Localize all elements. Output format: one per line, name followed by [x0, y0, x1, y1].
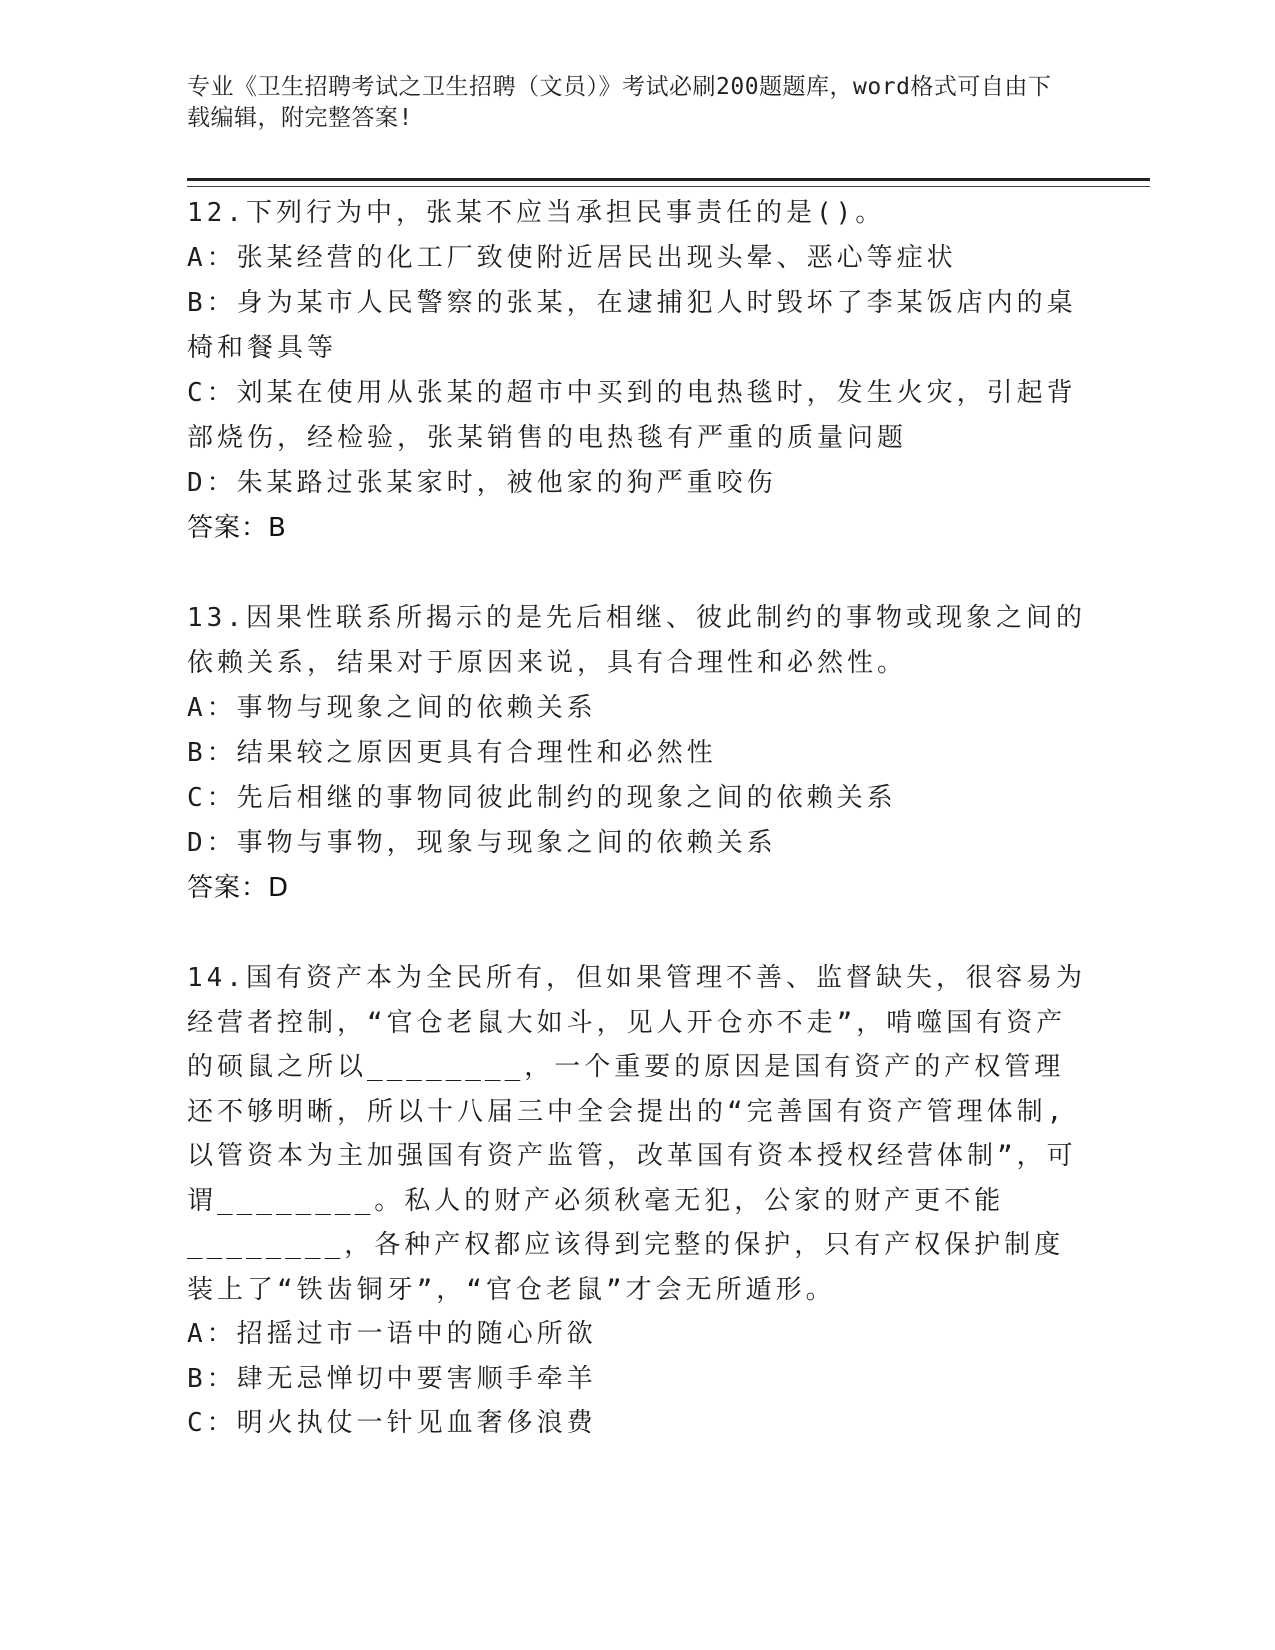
question-13 — [187, 596, 1087, 911]
option-c: C：先后相继的事物同彼此制约的现象之间的依赖关系 — [187, 783, 897, 813]
question-12 — [187, 191, 1087, 551]
option-b: B：身为某市人民警察的张某，在逮捕犯人时毁坏了李某饭店内的桌椅和餐具等 — [187, 288, 1077, 363]
answer-label: 答案：D — [187, 873, 290, 903]
question-list — [187, 191, 1087, 1491]
header-divider-thick — [187, 178, 1150, 181]
question-14 — [187, 956, 1087, 1446]
answer-label: 答案：B — [187, 513, 287, 543]
header-divider-thin — [187, 186, 1150, 187]
option-b: B：结果较之原因更具有合理性和必然性 — [187, 738, 717, 768]
option-d: D：事物与事物，现象与现象之间的依赖关系 — [187, 828, 777, 858]
option-a: A：招摇过市一语中的随心所欲 — [187, 1319, 597, 1349]
option-c: C：明火执仗一针见血奢侈浪费 — [187, 1408, 597, 1438]
question-stem: 14.国有资产本为全民所有，但如果管理不善、监督缺失，很容易为经营者控制，“官仓老鼠大如斗，见人开仓亦不走”，啃噬国有资产的硕鼠之所以________，一个重要的原因是国有资产的产权管理还不够明晰，所以十八届三中全会提出的“完善国有资产管理体制,以管资本为主加强国有资产监管，改革国有资本授权经营体制”，可谓________。私人的财产必须秋毫无犯，公家的财产更不能________，各种产权都应该得到完整的保护，只有产权保护制度装上了“铁齿铜牙”，“官仓老鼠”才会无所遁形。 — [187, 963, 1086, 1305]
option-a: A：事物与现象之间的依赖关系 — [187, 693, 597, 723]
document-header: 专业《卫生招聘考试之卫生招聘（文员）》考试必刷200题题库，word格式可自由下载编辑，附完整答案! — [187, 74, 1052, 131]
option-b: B：肆无忌惮切中要害顺手牵羊 — [187, 1363, 597, 1394]
option-c: C：刘某在使用从张某的超市中买到的电热毯时，发生火灾，引起背部烧伤，经检验，张某销售的电热毯有严重的质量问题 — [187, 378, 1077, 453]
option-d: D：朱某路过张某家时，被他家的狗严重咬伤 — [187, 468, 777, 498]
option-a: A：张某经营的化工厂致使附近居民出现头晕、恶心等症状 — [187, 243, 957, 273]
question-stem: 12.下列行为中，张某不应当承担民事责任的是()。 — [187, 198, 886, 228]
question-stem: 13.因果性联系所揭示的是先后相继、彼此制约的事物或现象之间的依赖关系，结果对于原因来说，具有合理性和必然性。 — [187, 603, 1086, 678]
